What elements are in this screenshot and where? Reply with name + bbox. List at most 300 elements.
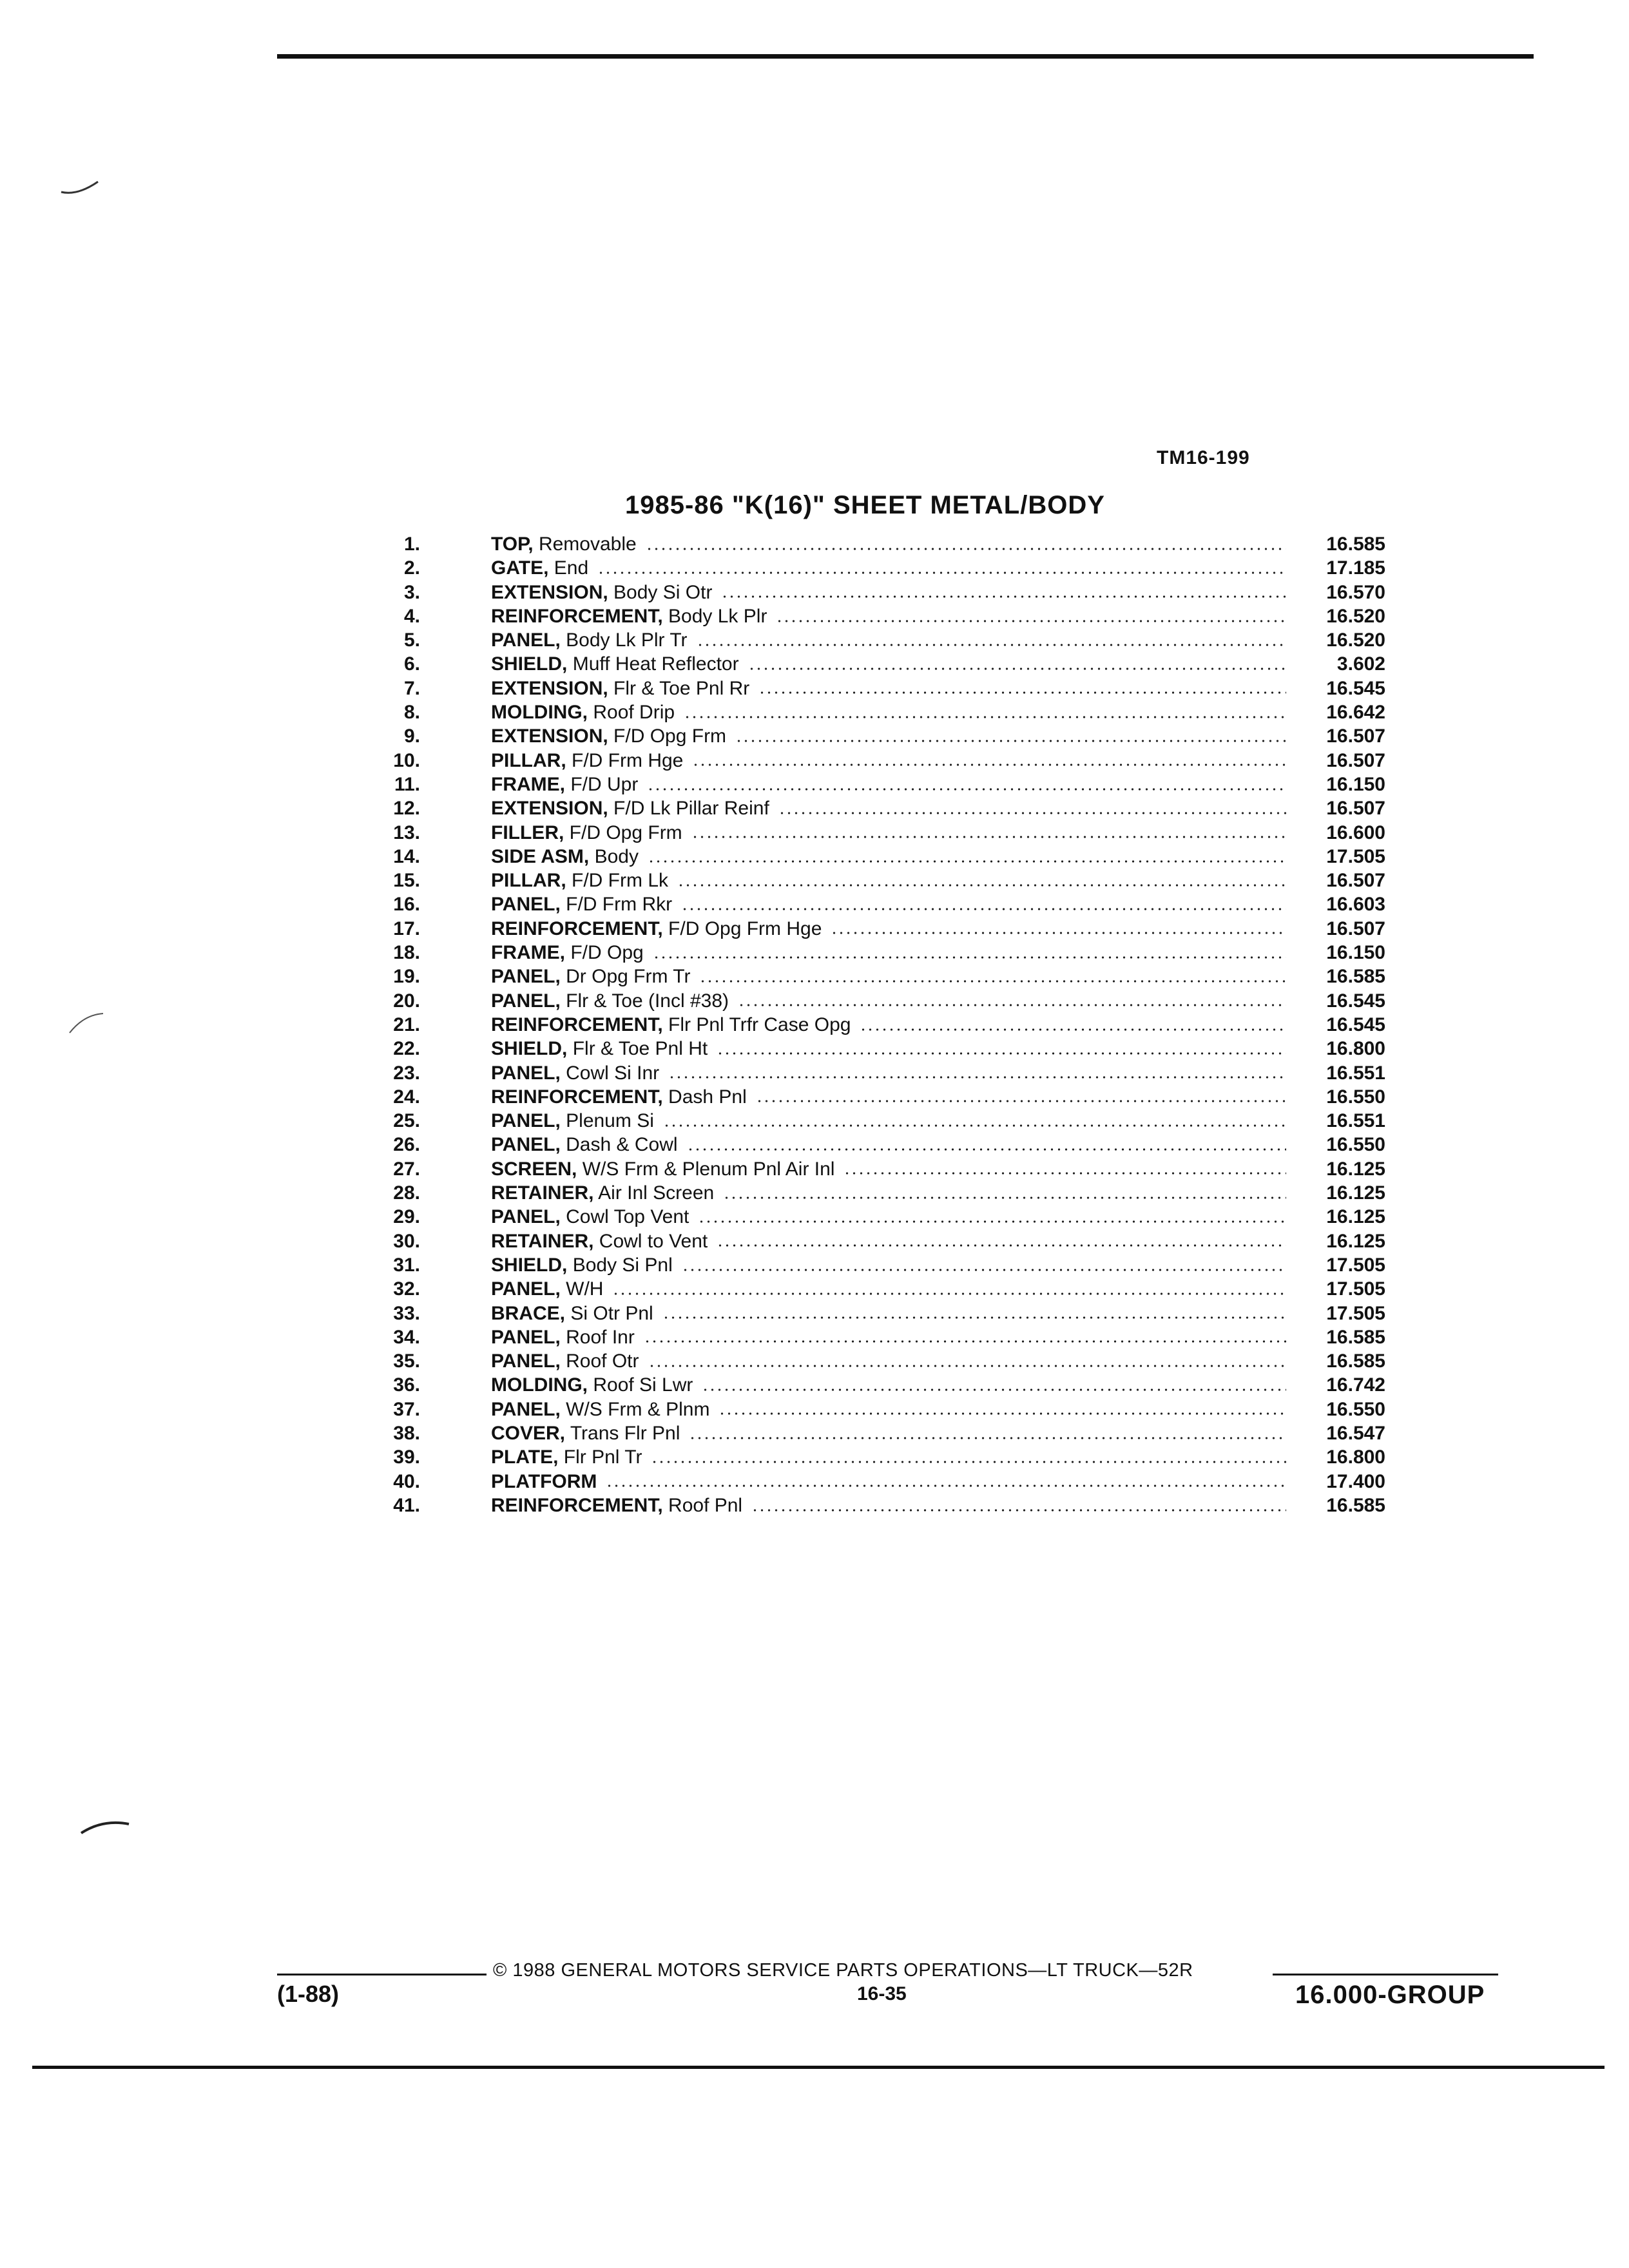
page-title: 1985-86 "K(16)" SHEET METAL/BODY: [625, 491, 1105, 519]
item-description: [491, 1109, 654, 1133]
item-group-number: 17.185: [1326, 557, 1385, 579]
footer-rule-left: [277, 1974, 487, 1975]
item-group-number: 16.585: [1326, 533, 1385, 555]
list-item: [380, 1205, 1385, 1229]
dot-leader: [698, 1220, 1286, 1223]
item-number: 41.: [393, 1494, 420, 1516]
list-item: [380, 1157, 1385, 1181]
item-number: 28.: [393, 1182, 420, 1204]
list-item: [380, 1181, 1385, 1205]
list-item: [380, 1349, 1385, 1373]
item-detail: Trans Flr Pnl: [570, 1422, 680, 1444]
dot-leader: [717, 1244, 1286, 1247]
item-description: [491, 941, 644, 965]
item-name: REINFORCEMENT,: [491, 918, 663, 939]
item-name: PANEL,: [491, 1110, 561, 1132]
dot-leader: [721, 595, 1286, 598]
item-group-number: 16.125: [1326, 1206, 1385, 1228]
item-description: [491, 1229, 708, 1253]
dot-leader: [651, 1461, 1286, 1463]
parts-list: [380, 532, 1385, 1517]
item-description: [491, 749, 683, 773]
item-group-number: 16.507: [1326, 918, 1385, 939]
dot-leader: [668, 1076, 1286, 1079]
item-description: [491, 821, 682, 845]
item-detail: Roof Pnl: [668, 1494, 743, 1516]
item-name: PLATE,: [491, 1446, 559, 1468]
item-group-number: 16.550: [1326, 1134, 1385, 1156]
item-number: 33.: [393, 1302, 420, 1324]
item-detail: F/D Frm Hge: [572, 749, 684, 771]
item-detail: Dr Opg Frm Tr: [566, 966, 691, 988]
item-group-number: 16.550: [1326, 1086, 1385, 1108]
item-number: 3.: [403, 581, 420, 603]
item-detail: W/S Frm & Plnm: [566, 1398, 710, 1420]
item-description: [491, 628, 688, 652]
item-detail: Body Lk Plr Tr: [566, 629, 688, 651]
item-name: PLATFORM: [491, 1470, 597, 1492]
item-group-number: 16.551: [1326, 1110, 1385, 1132]
dot-leader: [702, 1389, 1286, 1391]
item-group-number: 16.742: [1326, 1374, 1385, 1396]
list-item: [380, 604, 1385, 628]
item-group-number: 16.603: [1326, 894, 1385, 916]
dot-leader: [699, 980, 1286, 983]
item-detail: F/D Frm Rkr: [566, 894, 673, 916]
item-group-number: 16.550: [1326, 1398, 1385, 1420]
item-name: REINFORCEMENT,: [491, 1494, 663, 1516]
item-description: [491, 1061, 659, 1085]
item-group-number: 16.150: [1326, 942, 1385, 964]
list-item: [380, 821, 1385, 845]
item-description: [491, 965, 690, 988]
item-name: FILLER,: [491, 822, 564, 843]
item-detail: Flr & Toe Pnl Ht: [572, 1038, 708, 1060]
item-number: 32.: [393, 1278, 420, 1300]
list-item: [380, 1013, 1385, 1037]
item-detail: Roof Drip: [593, 702, 675, 724]
dot-leader: [648, 860, 1286, 863]
item-description: [491, 652, 739, 676]
item-description: [491, 869, 668, 892]
item-detail: End: [554, 557, 589, 579]
list-item: [380, 1061, 1385, 1085]
page-number: 16-35: [857, 1983, 907, 2004]
dot-leader: [684, 716, 1286, 718]
bottom-rule: [32, 2066, 1605, 2069]
list-item: [380, 965, 1385, 988]
item-detail: F/D Opg Frm: [613, 726, 727, 747]
list-item: [380, 1445, 1385, 1469]
item-group-number: 16.800: [1326, 1038, 1385, 1060]
item-description: [491, 532, 637, 556]
item-group-number: 16.125: [1326, 1230, 1385, 1252]
item-number: 8.: [403, 702, 420, 724]
list-item: [380, 628, 1385, 652]
list-item: [380, 1325, 1385, 1349]
item-name: PILLAR,: [491, 749, 566, 771]
item-description: [491, 1205, 689, 1229]
item-description: [491, 604, 767, 628]
item-description: [491, 1133, 678, 1157]
item-number: 11.: [394, 773, 420, 795]
item-number: 12.: [393, 798, 420, 820]
dot-leader: [735, 740, 1286, 742]
item-number: 31.: [393, 1254, 420, 1276]
item-description: [491, 1470, 597, 1494]
list-item: [380, 989, 1385, 1013]
dot-leader: [681, 908, 1286, 910]
item-group-number: 16.125: [1326, 1182, 1385, 1204]
item-detail: Dash Pnl: [668, 1086, 747, 1108]
item-group-number: 16.585: [1326, 1494, 1385, 1516]
item-name: SHIELD,: [491, 653, 568, 675]
dot-leader: [860, 1028, 1286, 1031]
item-group-number: 16.547: [1326, 1422, 1385, 1444]
item-number: 16.: [393, 894, 420, 916]
dot-leader: [662, 1316, 1286, 1319]
item-name: PANEL,: [491, 1398, 561, 1420]
item-number: 37.: [393, 1398, 420, 1420]
item-detail: Body Lk Plr: [668, 605, 767, 627]
item-group-number: 16.507: [1326, 798, 1385, 820]
item-detail: Cowl to Vent: [599, 1230, 708, 1252]
dot-leader: [691, 836, 1286, 838]
item-number: 14.: [393, 845, 420, 867]
item-name: SHIELD,: [491, 1254, 568, 1276]
item-description: [491, 1421, 680, 1445]
item-group-number: 16.585: [1326, 966, 1385, 988]
item-group-number: 16.150: [1326, 773, 1385, 795]
item-detail: Flr & Toe (Incl #38): [566, 990, 729, 1012]
item-group-number: 16.642: [1326, 702, 1385, 724]
dot-leader: [653, 956, 1286, 959]
item-description: [491, 1157, 834, 1181]
list-item: [380, 652, 1385, 676]
dot-leader: [748, 668, 1286, 670]
list-item: [380, 1494, 1385, 1517]
item-detail: Si Otr Pnl: [570, 1302, 653, 1324]
item-group-number: 16.507: [1326, 726, 1385, 747]
list-item: [380, 1398, 1385, 1421]
item-detail: F/D Opg Frm: [569, 822, 682, 843]
item-description: [491, 917, 822, 941]
footer-rule-right: [1273, 1974, 1498, 1975]
item-description: [491, 1445, 642, 1469]
item-number: 24.: [393, 1086, 420, 1108]
list-item: [380, 700, 1385, 724]
item-name: REINFORCEMENT,: [491, 1086, 663, 1108]
item-description: [491, 1253, 673, 1277]
dot-leader: [697, 644, 1286, 646]
item-group-number: 16.507: [1326, 870, 1385, 892]
item-number: 22.: [393, 1038, 420, 1060]
item-detail: Plenum Si: [566, 1110, 654, 1132]
item-name: PANEL,: [491, 1134, 561, 1156]
stray-mark-1: [58, 174, 110, 200]
item-description: [491, 1398, 709, 1421]
drawing-code: TM16-199: [1157, 447, 1250, 468]
item-description: [491, 556, 588, 580]
item-group-number: 16.570: [1326, 581, 1385, 603]
item-description: [491, 1349, 639, 1373]
item-name: PANEL,: [491, 1326, 561, 1348]
dot-leader: [756, 1100, 1286, 1102]
item-number: 27.: [393, 1158, 420, 1180]
item-name: PILLAR,: [491, 870, 566, 892]
item-name: PANEL,: [491, 1062, 561, 1084]
item-name: SHIELD,: [491, 1038, 568, 1060]
item-detail: Dash & Cowl: [566, 1134, 678, 1156]
dot-leader: [682, 1269, 1286, 1271]
item-name: BRACE,: [491, 1302, 566, 1324]
list-item: [380, 773, 1385, 796]
list-item: [380, 1253, 1385, 1277]
item-name: RETAINER,: [491, 1230, 594, 1252]
list-item: [380, 892, 1385, 916]
item-description: [491, 1494, 742, 1517]
item-number: 13.: [393, 822, 420, 843]
dot-leader: [718, 1412, 1286, 1415]
item-group-number: 16.600: [1326, 822, 1385, 843]
list-item: [380, 941, 1385, 965]
item-detail: Flr & Toe Pnl Rr: [613, 677, 750, 699]
item-name: PANEL,: [491, 894, 561, 916]
item-group-number: 16.520: [1326, 605, 1385, 627]
dot-leader: [778, 812, 1286, 814]
stray-mark-2: [64, 1002, 110, 1041]
item-number: 40.: [393, 1470, 420, 1492]
item-detail: F/D Upr: [570, 773, 639, 795]
dot-leader: [738, 1004, 1286, 1006]
item-number: 21.: [393, 1014, 420, 1035]
stray-mark-3: [77, 1814, 135, 1840]
item-group-number: 17.505: [1326, 845, 1385, 867]
item-name: PANEL,: [491, 1278, 561, 1300]
item-detail: W/S Frm & Plenum Pnl Air Inl: [582, 1158, 835, 1180]
list-item: [380, 1470, 1385, 1494]
item-number: 10.: [393, 749, 420, 771]
item-name: COVER,: [491, 1422, 566, 1444]
dot-leader: [612, 1293, 1286, 1295]
item-number: 18.: [393, 942, 420, 964]
dot-leader: [663, 1124, 1286, 1127]
item-detail: F/D Frm Lk: [572, 870, 669, 892]
dot-leader: [831, 932, 1286, 934]
list-item: [380, 532, 1385, 556]
item-description: [491, 581, 712, 604]
group-number: 16.000-GROUP: [1295, 1981, 1485, 2009]
list-item: [380, 724, 1385, 748]
list-item: [380, 1277, 1385, 1301]
item-detail: W/H: [566, 1278, 604, 1300]
item-group-number: 17.400: [1326, 1470, 1385, 1492]
item-number: 19.: [393, 966, 420, 988]
item-description: [491, 1373, 693, 1397]
dot-leader: [723, 1196, 1286, 1199]
item-description: [491, 1085, 747, 1109]
dot-leader: [647, 788, 1286, 791]
item-name: EXTENSION,: [491, 581, 608, 603]
item-number: 34.: [393, 1326, 420, 1348]
item-name: REINFORCEMENT,: [491, 605, 663, 627]
item-number: 17.: [393, 918, 420, 939]
dot-leader: [751, 1509, 1286, 1512]
item-number: 7.: [403, 677, 420, 699]
list-item: [380, 1229, 1385, 1253]
dot-leader: [843, 1172, 1286, 1175]
top-rule: [277, 54, 1534, 59]
item-description: [491, 989, 729, 1013]
item-name: FRAME,: [491, 773, 565, 795]
list-item: [380, 556, 1385, 580]
item-name: SIDE ASM,: [491, 845, 590, 867]
item-detail: F/D Opg: [570, 942, 644, 964]
item-number: 23.: [393, 1062, 420, 1084]
list-item: [380, 845, 1385, 869]
list-item: [380, 581, 1385, 604]
item-description: [491, 1325, 635, 1349]
item-number: 15.: [393, 870, 420, 892]
item-name: REINFORCEMENT,: [491, 1014, 663, 1035]
item-number: 35.: [393, 1350, 420, 1372]
item-name: FRAME,: [491, 942, 565, 964]
dot-leader: [758, 691, 1286, 694]
item-name: EXTENSION,: [491, 677, 608, 699]
item-number: 38.: [393, 1422, 420, 1444]
item-number: 1.: [403, 533, 420, 555]
list-item: [380, 1373, 1385, 1397]
item-description: [491, 1277, 603, 1301]
item-number: 36.: [393, 1374, 420, 1396]
list-item: [380, 1302, 1385, 1325]
dot-leader: [677, 884, 1286, 887]
item-description: [491, 1302, 653, 1325]
dot-leader: [717, 1052, 1286, 1055]
item-number: 2.: [403, 557, 420, 579]
item-group-number: 16.545: [1326, 677, 1385, 699]
item-number: 25.: [393, 1110, 420, 1132]
item-group-number: 17.505: [1326, 1302, 1385, 1324]
copyright-notice: © 1988 GENERAL MOTORS SERVICE PARTS OPERATIONS—LT TRUCK—52R: [493, 1960, 1193, 1981]
item-detail: Cowl Top Vent: [566, 1206, 689, 1228]
dot-leader: [646, 548, 1286, 550]
item-detail: Roof Inr: [566, 1326, 635, 1348]
list-item: [380, 1109, 1385, 1133]
item-description: [491, 845, 639, 869]
dot-leader: [689, 1437, 1286, 1439]
item-group-number: 17.505: [1326, 1278, 1385, 1300]
item-description: [491, 1013, 851, 1037]
item-group-number: 16.125: [1326, 1158, 1385, 1180]
dot-leader: [692, 764, 1286, 766]
item-name: GATE,: [491, 557, 549, 579]
dot-leader: [776, 620, 1286, 622]
revision-date: (1-88): [277, 1981, 340, 2007]
item-description: [491, 677, 749, 700]
item-number: 9.: [403, 726, 420, 747]
item-name: PANEL,: [491, 1206, 561, 1228]
item-detail: Roof Otr: [566, 1350, 639, 1372]
item-name: SCREEN,: [491, 1158, 577, 1180]
item-description: [491, 1037, 708, 1061]
dot-leader: [597, 572, 1286, 574]
item-number: 20.: [393, 990, 420, 1012]
item-description: [491, 724, 726, 748]
item-description: [491, 700, 675, 724]
list-item: [380, 1133, 1385, 1157]
item-detail: Removable: [538, 533, 637, 555]
item-name: PANEL,: [491, 966, 561, 988]
list-item: [380, 796, 1385, 820]
item-group-number: 3.602: [1336, 653, 1385, 675]
item-group-number: 16.545: [1326, 990, 1385, 1012]
item-group-number: 16.507: [1326, 749, 1385, 771]
item-name: MOLDING,: [491, 1374, 588, 1396]
list-item: [380, 1085, 1385, 1109]
item-detail: Roof Si Lwr: [593, 1374, 693, 1396]
item-group-number: 16.585: [1326, 1350, 1385, 1372]
item-detail: F/D Lk Pillar Reinf: [613, 798, 769, 820]
dot-leader: [644, 1340, 1286, 1343]
item-group-number: 16.585: [1326, 1326, 1385, 1348]
item-name: RETAINER,: [491, 1182, 594, 1204]
item-description: [491, 796, 769, 820]
list-item: [380, 917, 1385, 941]
item-detail: Cowl Si Inr: [566, 1062, 660, 1084]
item-number: 5.: [403, 629, 420, 651]
list-item: [380, 749, 1385, 773]
item-name: PANEL,: [491, 1350, 561, 1372]
list-item: [380, 869, 1385, 892]
item-detail: Air Inl Screen: [598, 1182, 715, 1204]
item-group-number: 16.800: [1326, 1446, 1385, 1468]
dot-leader: [687, 1148, 1286, 1151]
item-number: 4.: [403, 605, 420, 627]
dot-leader: [648, 1365, 1286, 1367]
item-group-number: 16.520: [1326, 629, 1385, 651]
list-item: [380, 1037, 1385, 1061]
item-name: PANEL,: [491, 990, 561, 1012]
list-item: [380, 1421, 1385, 1445]
item-name: TOP,: [491, 533, 534, 555]
item-number: 26.: [393, 1134, 420, 1156]
list-item: [380, 677, 1385, 700]
item-number: 6.: [403, 653, 420, 675]
item-detail: Body Si Otr: [613, 581, 713, 603]
item-description: [491, 773, 638, 796]
item-number: 29.: [393, 1206, 420, 1228]
dot-leader: [606, 1485, 1286, 1487]
item-group-number: 16.551: [1326, 1062, 1385, 1084]
item-description: [491, 1181, 714, 1205]
item-detail: F/D Opg Frm Hge: [668, 918, 822, 939]
item-detail: Flr Pnl Trfr Case Opg: [668, 1014, 851, 1035]
item-group-number: 16.545: [1326, 1014, 1385, 1035]
item-number: 39.: [393, 1446, 420, 1468]
item-detail: Body: [594, 845, 639, 867]
item-name: MOLDING,: [491, 702, 588, 724]
item-detail: Body Si Pnl: [572, 1254, 673, 1276]
item-detail: Muff Heat Reflector: [572, 653, 739, 675]
item-number: 30.: [393, 1230, 420, 1252]
item-name: EXTENSION,: [491, 798, 608, 820]
item-description: [491, 892, 672, 916]
item-name: EXTENSION,: [491, 726, 608, 747]
item-detail: Flr Pnl Tr: [563, 1446, 642, 1468]
item-group-number: 17.505: [1326, 1254, 1385, 1276]
item-name: PANEL,: [491, 629, 561, 651]
